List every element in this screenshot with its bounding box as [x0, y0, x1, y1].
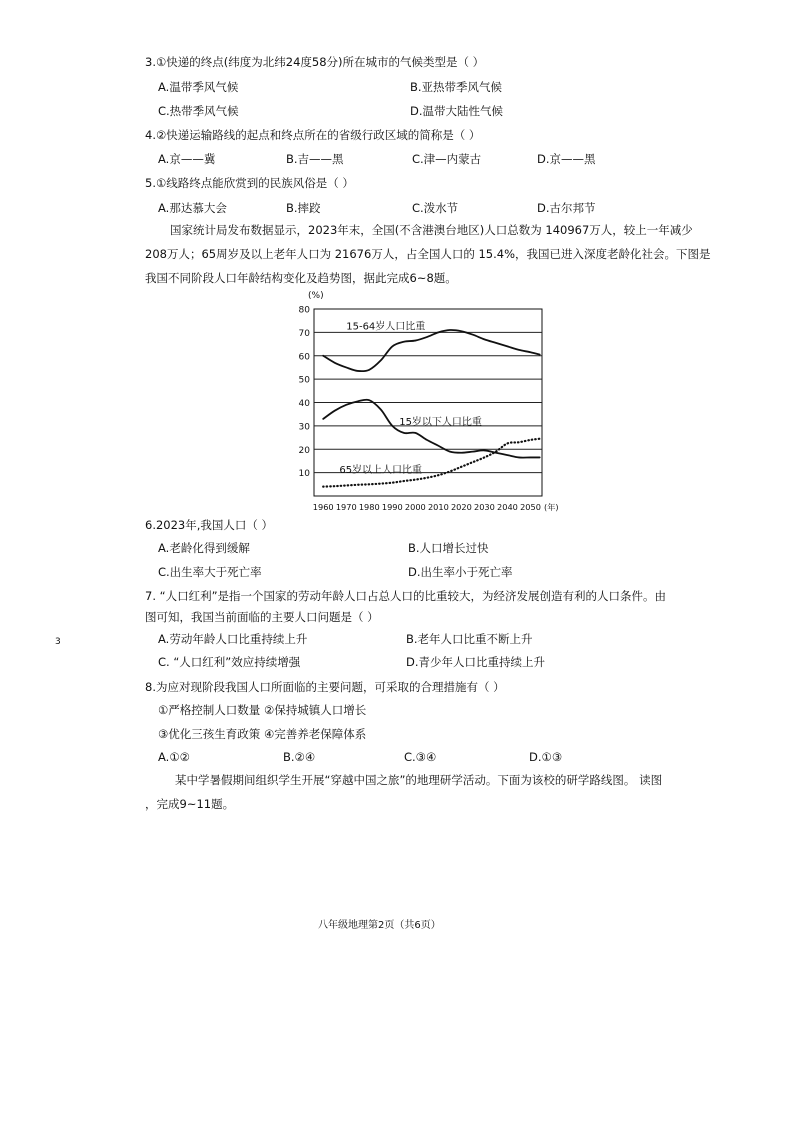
question-7-stem-line-1: 7. “人口红利”是指一个国家的劳动年龄人口占总人口的比重较大，为经济发展创造有利的人口条件。由: [145, 589, 667, 603]
question-8-option-a: A.①②: [158, 750, 190, 764]
population-age-structure-chart: [290, 286, 560, 516]
x-tick-label: 2050: [520, 502, 541, 512]
question-4-option-a: A.京——冀: [158, 152, 216, 166]
intro-paragraph-2-line-2: ，完成9~11题。: [145, 797, 235, 811]
question-6-option-c: C.出生率大于死亡率: [158, 565, 262, 579]
question-6-option-b: B.人口增长过快: [408, 541, 489, 555]
y-tick-label: 30: [298, 422, 310, 433]
x-axis-label: (年): [544, 502, 559, 512]
question-6-stem: 6.2023年,我国人口（ ）: [145, 518, 274, 532]
question-8-option-c: C.③④: [404, 750, 437, 764]
question-5-option-b: B.摔跤: [286, 201, 321, 215]
question-3-option-a: A.温带季风气候: [158, 80, 239, 94]
series-65-plus-line: [323, 439, 539, 487]
question-6-option-d: D.出生率小于死亡率: [408, 565, 513, 579]
series-15-64-line: [323, 330, 539, 371]
x-tick-label: 2010: [427, 502, 449, 512]
x-tick-label: 2000: [404, 502, 426, 512]
question-8-measures-line-2: ③优化三孩生育政策 ④完善养老保障体系: [158, 727, 367, 741]
intro-paragraph-1-line-3: 我国不同阶段人口年龄结构变化及趋势图，据此完成6~8题。: [145, 271, 457, 285]
y-tick-label: 80: [298, 305, 310, 316]
series-label-15-64: 15-64岁人口比重: [346, 321, 426, 333]
question-8-option-d: D.①③: [529, 750, 563, 764]
y-tick-label: 70: [298, 328, 310, 339]
y-axis-label: (%): [308, 291, 324, 301]
y-tick-label: 10: [298, 469, 310, 480]
question-5-option-c: C.泼水节: [412, 201, 459, 215]
question-4-stem: 4.②快递运输路线的起点和终点所在的省级行政区域的简称是（ ）: [145, 128, 481, 142]
question-7-option-c: C. “人口红利”效应持续增强: [158, 655, 301, 669]
question-3-stem: 3.①快递的终点(纬度为北纬24度58分)所在城市的气候类型是（ ）: [145, 55, 485, 69]
x-tick-label: 2020: [450, 502, 472, 512]
question-4-option-c: C.津—内蒙古: [412, 152, 482, 166]
series-label-65-plus: 65岁以上人口比重: [339, 465, 423, 477]
question-3-option-c: C.热带季风气候: [158, 104, 239, 118]
y-tick-label: 60: [298, 352, 310, 363]
y-tick-label: 50: [298, 375, 310, 386]
question-4-option-d: D.京——黑: [537, 152, 596, 166]
question-8-stem: 8.为应对现阶段我国人口所面临的主要问题，可采取的合理措施有（ ）: [145, 680, 505, 694]
question-4-option-b: B.吉——黑: [286, 152, 344, 166]
question-7-option-d: D.青少年人口比重持续上升: [406, 655, 546, 669]
x-tick-label: 2030: [474, 502, 495, 512]
y-tick-label: 20: [298, 445, 310, 456]
x-tick-label: 1980: [358, 502, 380, 512]
question-3-option-b: B.亚热带季风气候: [410, 80, 503, 94]
question-5-stem: 5.①线路终点能欣赏到的民族风俗是（ ）: [145, 176, 354, 190]
margin-mark: 3: [55, 637, 61, 647]
question-8-option-b: B.②④: [283, 750, 316, 764]
question-8-measures-line-1: ①严格控制人口数量 ②保持城镇人口增长: [158, 703, 367, 717]
intro-paragraph-1-line-1: 国家统计局发布数据显示，2023年末，全国(不含港澳台地区)人口总数为 140967万人，较上一年减少: [170, 223, 693, 237]
question-7-stem-line-2: 图可知，我国当前面临的主要人口问题是（ ）: [145, 610, 379, 624]
question-7-option-b: B.老年人口比重不断上升: [406, 632, 533, 646]
x-tick-label: 1970: [335, 502, 357, 512]
page-footer: 八年级地理第2页（共6页）: [318, 920, 441, 931]
intro-paragraph-2-line-1: 某中学暑假期间组织学生开展“穿越中国之旅”的地理研学活动。下面为该校的研学路线图。 读图: [175, 773, 663, 787]
series-label-under-15: 15岁以下人口比重: [399, 417, 482, 429]
question-5-option-a: A.那达慕大会: [158, 201, 227, 215]
question-6-option-a: A.老龄化得到缓解: [158, 541, 250, 555]
question-5-option-d: D.古尔邦节: [537, 201, 596, 215]
x-tick-label: 1960: [312, 502, 334, 512]
intro-paragraph-1-line-2: 208万人；65周岁及以上老年人口为 21676万人，占全国人口的 15.4%，我国已进入深度老龄化社会。下图是: [145, 247, 711, 261]
question-7-option-a: A.劳动年龄人口比重持续上升: [158, 632, 308, 646]
y-tick-label: 40: [298, 399, 310, 409]
x-tick-label: 2040: [497, 502, 518, 512]
x-tick-label: 1990: [381, 502, 403, 512]
question-3-option-d: D.温带大陆性气候: [410, 104, 504, 118]
